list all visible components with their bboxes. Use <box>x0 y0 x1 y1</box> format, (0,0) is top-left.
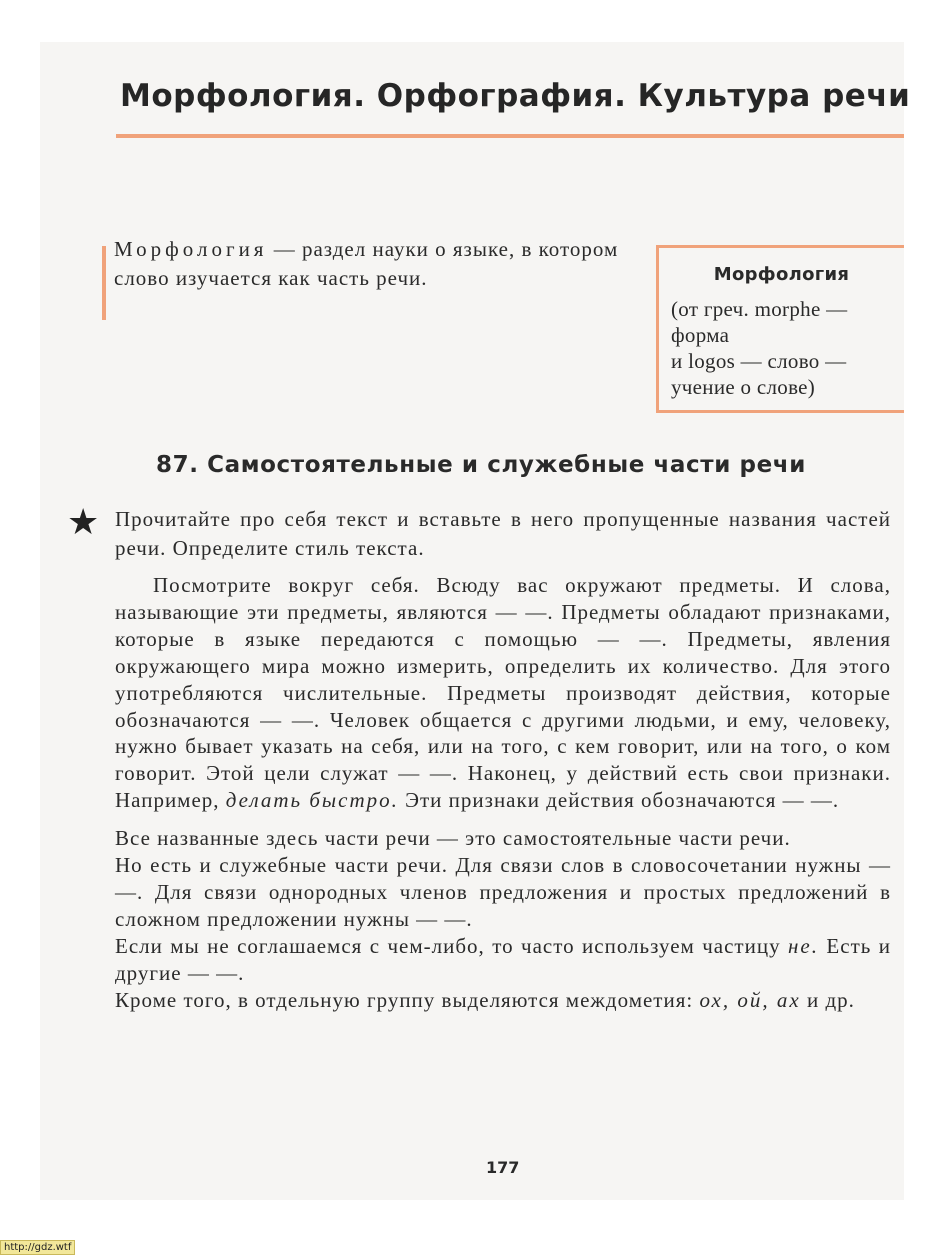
definition-body: — раздел науки о языке, в котором слово изучается как часть речи. <box>114 237 619 290</box>
example-italic: ох, ой, ах <box>699 987 801 1012</box>
star-icon: ★ <box>67 502 100 543</box>
page-number: 177 <box>486 1158 520 1177</box>
etymology-line: и logos — слово — <box>671 349 847 373</box>
example-italic: делать быстро. <box>225 788 399 813</box>
task-instruction: Прочитайте про себя текст и вставьте в него пропущенные названия частей речи. Определите стиль текста. <box>115 507 891 560</box>
paragraph-text: и др. <box>800 987 855 1012</box>
chapter-title: Морфология. Орфография. Культура речи <box>120 78 911 114</box>
paragraph <box>115 987 891 1014</box>
definition-text <box>114 235 626 293</box>
paragraph-text: Если мы не соглашаемся с чем-либо, то часто используем частицу <box>115 933 789 958</box>
watermark-link[interactable]: http://gdz.wtf <box>0 1240 75 1255</box>
exercise-text <box>115 572 891 1014</box>
paragraph <box>115 572 891 814</box>
section-title: 87. Самостоятельные и служебные части речи <box>156 452 806 478</box>
etymology-line: (от греч. morphe — <box>671 297 848 321</box>
definition-accent-bar <box>102 246 106 320</box>
etymology-line: форма <box>671 323 730 347</box>
paragraph <box>115 933 891 987</box>
etymology-title: Морфология <box>713 264 850 285</box>
etymology-box <box>656 245 904 413</box>
textbook-page <box>40 42 911 1200</box>
paragraph: Но есть и служебные части речи. Для связи слов в словосочетании нужны — —. Для связи однородных членов предложения и простых предложений в сложном предложении нужны — —. <box>115 853 891 931</box>
title-underline <box>116 134 904 138</box>
definition-term: Морфология <box>114 237 268 261</box>
paragraph-text: Посмотрите вокруг себя. Всюду вас окружают предметы. И слова, называющие эти предметы, являются — —. Предметы обладают признаками, которые в языке передаются с помощью — —. Предметы, явления окружающего мира можно измерить, определить их количество. Для этого употребляются числительные. Предметы производят действия, которые обозначаются — —. Человек общается с другими людьми, и ему, человеку, нужно бывает указать на себя, или на того, с кем говорит, или на того, о ком говорит. Этой цели служат — —. Наконец, у действий есть свои признаки. Например, <box>115 573 891 813</box>
paragraph-text: Кроме того, в отдельную группу выделяются междометия: <box>115 987 700 1012</box>
example-italic: не. <box>788 933 820 958</box>
etymology-line: учение о слове) <box>671 375 816 399</box>
paragraph-text: Эти признаки действия обозначаются — —. <box>398 788 840 813</box>
paragraph: Все названные здесь части речи — это самостоятельные части речи. <box>115 826 791 851</box>
paragraph-text: Есть и другие — —. <box>115 933 891 985</box>
